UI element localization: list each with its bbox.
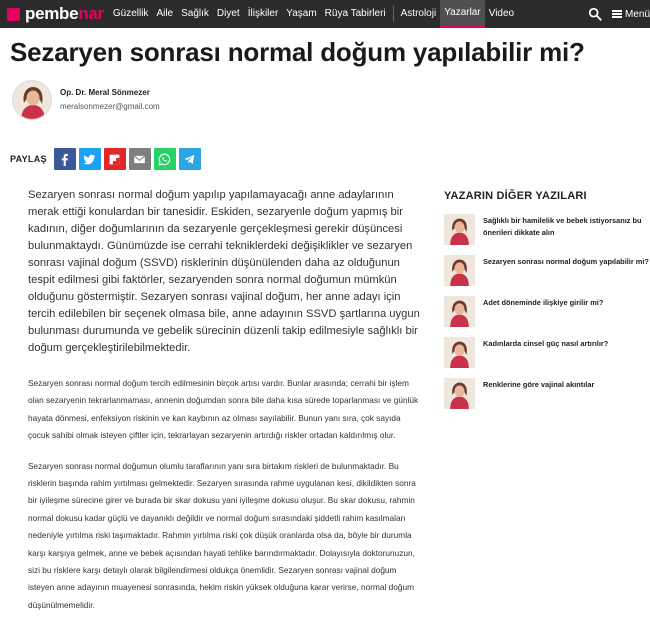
sidebar-article-item[interactable]: [444, 337, 649, 378]
article-paragraph: Sezaryen sonrası normal doğumun olumlu taraflarının yanı sıra birtakım riskleri de bulunmaktadır. Bu risklerin başında rahim yırtılması gelmektedir. Sezaryen sırasında rahme uygulanan kesi, dikildikten sonra bir iyileşme sürecine girer ve burada bir skar dokusu yani iyileşme dokusu oluşur. Bu skar dokusu, rahmin normal dokusu kadar güçlü ve dayanıklı değildir ve normal doğum sırasındaki şiddetli rahim kasılmaları nedeniyle yırtılma riski taşımaktadır. Rahmin yırtılma riski çok düşük oranlarda olsa da, böyle bir durumla karşı karşıya gelmek, anne ve bebek açısından hayati tehlike barındırmaktadır. Dolayısıyla doktorunuzun, sizi bu risklere karşı detaylı olarak bilgilendirmesi oldukça önemlidir. Sezaryen sonrası vajinal doğum isteyen anne adayının muayenesi sonrasında, hekim riskin yüksek olduğuna karar verirse, normal doğum düşünülmemelidir.: [28, 460, 416, 610]
article-paragraph: Sezaryen sonrası normal doğum tercih edilmesinin birçok artısı vardır. Bunlar arasında; cerrahi bir işlem olan sezaryenin tekrarlanmaması, annenin doğumdan sonra bile daha kısa sürede toparlanması ve günlük hayata dönmesi, enfeksiyon riskinin ve kan kaybının az olması sayılabilir. Bunun yanı sıra, çok sayıda çocuk sahibi olmak isteyen çiftler için, tekrarlayan sezaryenin artırdığı riskler ortadan kaldırılmış olur.: [28, 378, 419, 441]
author-portrait-icon: [444, 378, 475, 409]
nav-item-ruya-tabirleri[interactable]: Rüya Tabirleri: [324, 8, 386, 19]
share-facebook-button[interactable]: [54, 148, 76, 170]
nav-item-guzellik[interactable]: Güzellik: [112, 8, 149, 19]
sidebar-article-item[interactable]: [444, 378, 649, 419]
top-navigation-bar: [0, 0, 650, 28]
email-icon: [133, 153, 146, 166]
author-portrait-icon: [444, 255, 475, 286]
sidebar-article-thumbnail[interactable]: [444, 214, 475, 245]
nav-item-aile[interactable]: Aile: [156, 8, 174, 19]
main-nav: [109, 0, 518, 28]
sidebar-article-title[interactable]: Kadınlarda cinsel güç nasıl artırılır?: [483, 339, 609, 348]
sidebar-article-title[interactable]: Sezaryen sonrası normal doğum yapılabilir mi?: [483, 257, 649, 266]
sidebar-article-thumbnail[interactable]: [444, 296, 475, 327]
share-telegram-button[interactable]: [179, 148, 201, 170]
sidebar-article-item[interactable]: [444, 255, 649, 296]
logo-mark-icon: [7, 8, 20, 21]
share-whatsapp-button[interactable]: [154, 148, 176, 170]
nav-item-yazarlar[interactable]: Yazarlar: [440, 0, 485, 28]
author-email[interactable]: meralsonmezer@gmail.com: [60, 102, 160, 111]
facebook-icon: [58, 153, 71, 166]
author-name[interactable]: Op. Dr. Meral Sönmezer: [60, 88, 150, 97]
share-label: PAYLAŞ: [10, 154, 47, 164]
share-email-button[interactable]: [129, 148, 151, 170]
nav-item-astroloji[interactable]: Astroloji: [400, 8, 437, 19]
nav-divider: [393, 6, 394, 22]
share-flipboard-button[interactable]: [104, 148, 126, 170]
logo-accent: nar: [78, 4, 104, 23]
site-logo[interactable]: [7, 0, 104, 28]
share-twitter-button[interactable]: [79, 148, 101, 170]
sidebar-article-item[interactable]: [444, 214, 649, 255]
nav-item-diyet[interactable]: Diyet: [216, 8, 240, 19]
sidebar-article-thumbnail[interactable]: [444, 337, 475, 368]
page-title: Sezaryen sonrası normal doğum yapılabilir mi?: [10, 37, 585, 67]
search-icon[interactable]: [588, 7, 602, 21]
author-portrait-icon: [444, 296, 475, 327]
menu-label: Menü: [624, 8, 650, 20]
author-block[interactable]: [12, 80, 160, 120]
sidebar-article-thumbnail[interactable]: [444, 378, 475, 409]
sidebar-article-title[interactable]: Sağlıklı bir hamilelik ve bebek istiyorsanız bu önerileri dikkate alın: [483, 216, 642, 237]
article-lead: Sezaryen sonrası normal doğum yapılıp yapılamayacağı anne adaylarının merak ettiği konulardan bir tanesidir. Eskiden, sezaryenle doğum yapmış bir kadının, diğer doğumlarının da sezaryenle gerçekleşmesi gerekir düşüncesi bulunmaktaydı. Günümüzde ise cerrahi tekniklerdeki değişiklikler ve sezaryen sonrası vajinal doğum (SSVD) risklerinin düşünülenden daha az olduğunun tespit edilmesi gibi faktörler, sezaryenden sonra normal doğumun mümkün olduğunu göstermiştir. Sezaryen sonrası vajinal doğum, her anne adayı için tercih edilebilen bir seçenek olmasa bile, anne adayının SSVD şartlarına uygun bulunması durumunda ve gebelik sürecinin düzenli takip edilmesiyle sağlıklı bir doğum gerçekleştirilebilmektedir.: [28, 189, 420, 354]
share-bar: [10, 148, 201, 170]
sidebar-other-articles: [444, 190, 649, 419]
twitter-icon: [83, 153, 96, 166]
logo-prefix: pembe: [25, 4, 79, 23]
menu-button[interactable]: [612, 9, 650, 20]
sidebar-article-title[interactable]: Renklerine göre vajinal akıntılar: [483, 380, 595, 389]
author-portrait-icon: [13, 81, 52, 120]
sidebar-list: [444, 214, 649, 419]
hamburger-icon: [612, 10, 622, 18]
nav-item-saglik[interactable]: Sağlık: [181, 8, 209, 19]
author-avatar[interactable]: [12, 80, 52, 120]
sidebar-article-title[interactable]: Adet döneminde ilişkiye girilir mi?: [483, 298, 604, 307]
sidebar-title: YAZARIN DİĞER YAZILARI: [444, 190, 587, 202]
author-portrait-icon: [444, 337, 475, 368]
flipboard-icon: [108, 153, 121, 166]
author-portrait-icon: [444, 214, 475, 245]
whatsapp-icon: [158, 153, 171, 166]
nav-item-yasam[interactable]: Yaşam: [286, 8, 317, 19]
nav-item-video[interactable]: Video: [488, 8, 515, 19]
nav-item-iliskiler[interactable]: İlişkiler: [247, 8, 279, 19]
sidebar-article-thumbnail[interactable]: [444, 255, 475, 286]
sidebar-article-item[interactable]: [444, 296, 649, 337]
author-info: [60, 87, 160, 113]
telegram-icon: [183, 153, 196, 166]
article-body: [28, 187, 420, 614]
nav-right-tools: [588, 0, 650, 28]
